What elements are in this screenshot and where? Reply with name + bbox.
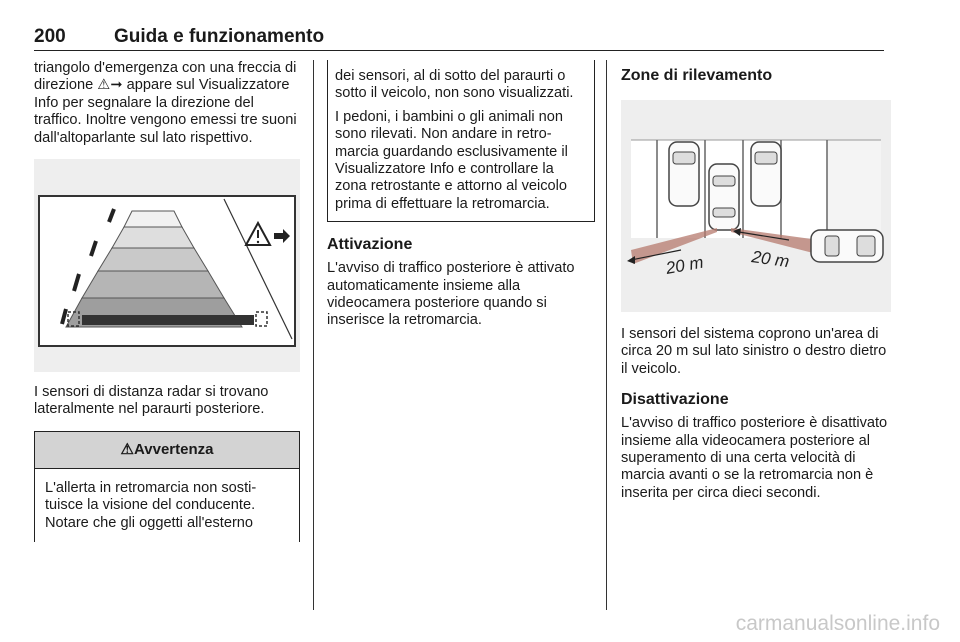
page-title: Guida e funzionamento (114, 26, 325, 47)
paragraph: L'avviso di traffico posteriore è attivato automaticamente insieme alla videocamera posteriore quando si inserisce la retromarcia. (327, 260, 575, 329)
rear-camera-display-figure (34, 159, 300, 372)
warning-body: L'allerta in retromarcia non sostituisce la visione del conducente. Notare che gli oggetti all'esterno (45, 479, 257, 531)
column-1 (34, 60, 300, 542)
display-illustration (34, 159, 300, 372)
page-header (34, 24, 884, 51)
column-divider (313, 60, 314, 610)
section-heading: Disattivazione (621, 391, 729, 409)
column-2 (327, 60, 595, 330)
distance-label-right: 20 m (750, 247, 791, 272)
warning-box-continued (327, 60, 595, 222)
paragraph: L'avviso di traffico posteriore è disattivato insieme alla videocamera posteriore al superamento di una certa velocità di marcia avanti o se la retromarcia non è inserita per circa dieci secondi. (621, 415, 888, 501)
paragraph: triangolo d'emergenza con una freccia di direzione ⚠➞ appare sul Visualizzatore Info per segnalare la direzione del traffico. Inoltre vengono emessi tre suoni dall'altoparlante sul lato rispettivo. (34, 60, 297, 146)
paragraph: I sensori del sistema coprono un'area di circa 20 m sul lato sinistro o destro dietro il veicolo. (621, 326, 887, 377)
column-divider (606, 60, 607, 610)
distance-label-left: 20 m (664, 252, 705, 278)
paragraph: I sensori di distanza radar si trovano lateralmente nel paraurti posteriore. (34, 384, 269, 418)
detection-zones-figure (621, 100, 891, 312)
warning-title: ⚠Avvertenza (35, 431, 299, 469)
paragraph: I pedoni, i bambini o gli animali non sono rilevati. Non andare in retromarcia guardando esclusivamente il Visualizzatore Info e controllare la zona retrostante e attorno al veicolo prima di effettuare la retromarcia. (335, 108, 568, 212)
column-3 (621, 60, 891, 502)
watermark: carmanualsonline.info (735, 612, 940, 635)
section-heading: Attivazione (327, 236, 413, 254)
paragraph: dei sensori, al di sotto del paraurti o sotto il veicolo, non sono visualizzati. (335, 68, 574, 102)
warning-box (34, 431, 300, 542)
page-number: 200 (34, 26, 66, 47)
section-heading: Zone di rilevamento (621, 67, 773, 84)
detection-zones-illustration (621, 100, 891, 312)
